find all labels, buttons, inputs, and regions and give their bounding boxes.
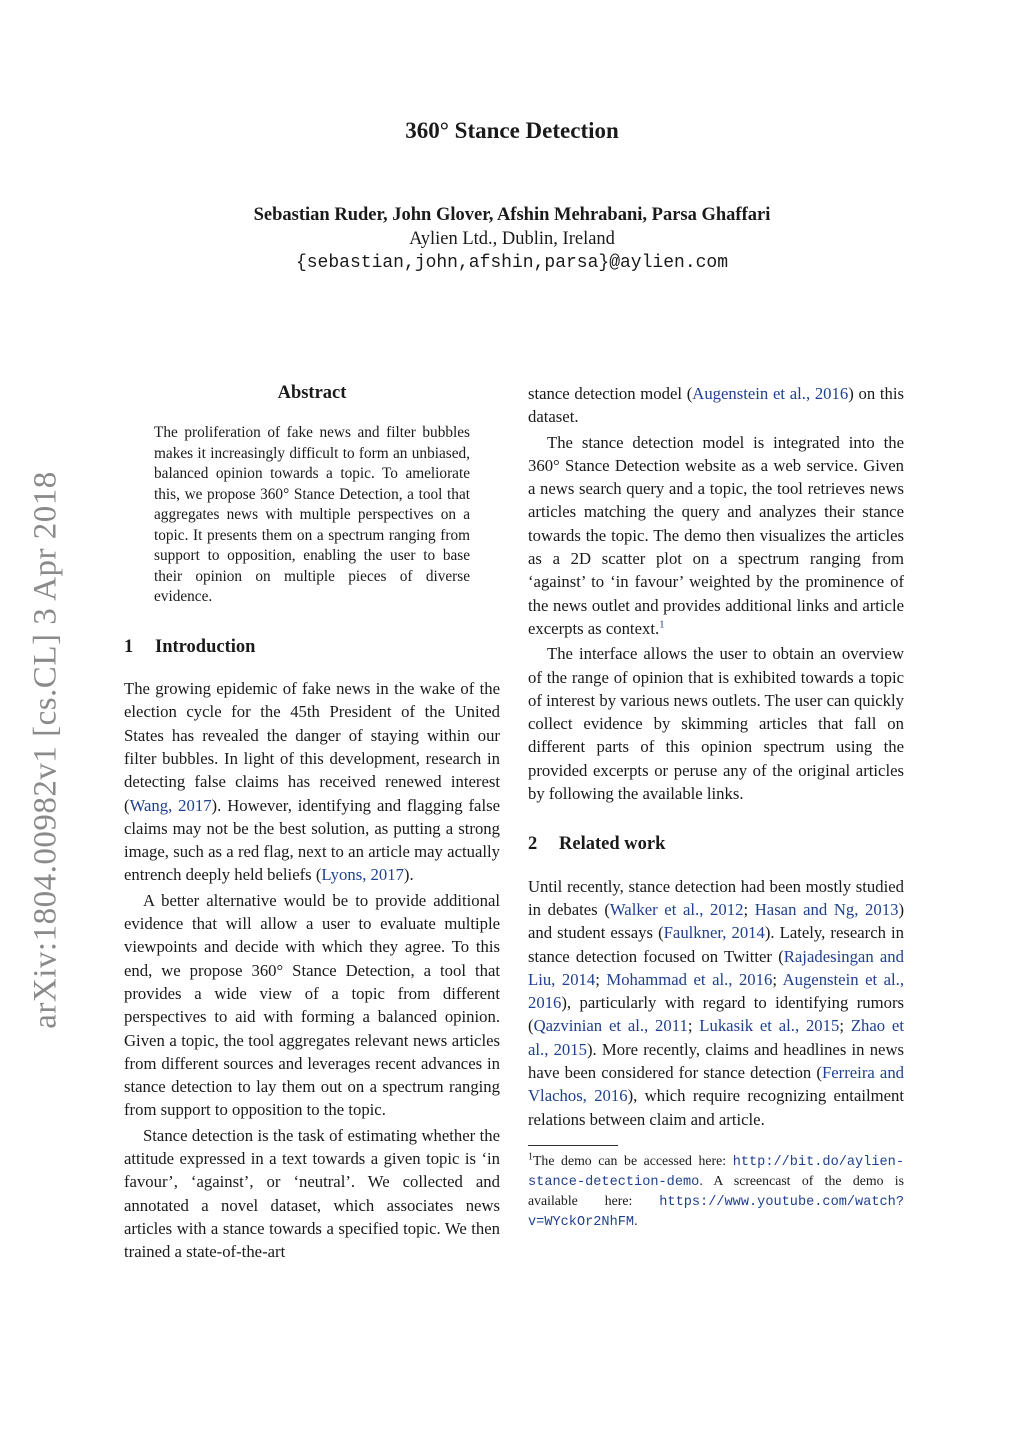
text-run: The growing epidemic of fake news in the wake of the election cycle for the 45th President of the United States has revealed the danger of staying within our filter bubbles. In light of this development, research in detecting false claims has received renewed interest ( [124,679,500,815]
footnote-marker[interactable]: 1 [659,618,665,631]
footnote-number: 1 [528,1151,533,1163]
citation-link[interactable]: Hasan and Ng, 2013 [754,899,899,919]
section-number: 1 [124,636,134,657]
section-title: Introduction [155,636,256,657]
citation-link[interactable]: Rajadesingan and Liu, 2014 [528,946,904,989]
text-run: ), particularly with regard to identifying rumors ( [528,993,904,1036]
arxiv-identifier: arXiv:1804.00982v1 [cs.CL] 3 Apr 2018 [27,471,64,1029]
intro-paragraph-2: A better alternative would be to provide additional evidence that will allow a user to evaluate multiple viewpoints and decide with which they agree. To this end, we propose 360° Stance Detection, a tool that provides a wide view of a topic from different perspectives to aid with forming a balanced opinion. Given a topic, the tool aggregates relevant news articles from different sources and leverages recent advances in stance detection to lay them out on a spectrum ranging from support to opposition to the topic. [124,890,500,1120]
citation-link[interactable]: Lyons, 2017 [321,865,404,885]
text-run: ; [687,1016,700,1036]
intro-paragraph-1 [124,677,500,887]
arxiv-sidebar [16,460,76,1040]
intro-paragraph-4 [528,431,904,641]
text-run: ; [595,969,607,989]
screencast-url-link[interactable]: https://www.youtube.com/watch?v=WYckOr2NhFM [528,1194,904,1230]
text-run: ). Lately, research in stance detection focused on Twitter ( [528,923,905,966]
text-run: . A screencast of the demo is available here: [528,1172,904,1208]
intro-paragraph-5: The interface allows the user to obtain an overview of the range of opinion that is exhibited towards a topic of interest by various news outlets. The user can quickly collect evidence by skimming articles that fall on different parts of this opinion spectrum using the provided excerpts or peruse any of the original articles by following the available links. [528,644,904,804]
abstract-body: The proliferation of fake news and filter bubbles makes it increasingly difficult to form an unbiased, balanced opinion towards a topic. To ameliorate this, we propose 360° Stance Detection, a tool that aggregates news with multiple perspectives on a topic. It presents them on a spectrum ranging from support to opposition, enabling the user to base their opinion on multiple pieces of diverse evidence. [154,424,470,606]
footnote-1 [528,1152,904,1232]
text-run: ), which require recognizing entailment relations between claim and article. [528,1086,904,1129]
text-run: . [634,1212,638,1228]
section-heading-related-work [528,833,904,856]
section-heading-introduction [124,636,500,659]
paper-title: 360° Stance Detection [405,118,619,143]
citation-link[interactable]: Qazvinian et al., 2011 [533,1016,688,1036]
right-column [528,382,904,1232]
affiliation: Aylien Ltd., Dublin, Ireland [409,229,615,249]
text-run: ). However, identifying and flagging false claims may not be the best solution, as putting a strong image, such as a red flag, next to an article may actually entrench deeply held beliefs ( [124,795,500,885]
demo-url-link[interactable]: http://bit.do/aylien-stance-detection-demo [528,1154,904,1190]
section-title: Related work [559,834,666,855]
citation-link[interactable]: Augenstein et al., 2016 [528,969,905,1013]
text-run: ). More recently, claims and headlines in news have been considered for stance detection ( [528,1039,904,1083]
section-number: 2 [528,834,538,855]
citation-link[interactable]: Lukasik et al., 2015 [699,1016,840,1036]
abstract-heading: Abstract [277,383,347,403]
citation-link[interactable]: Faulkner, 2014 [663,923,765,943]
footnote-divider [528,1145,618,1146]
citation-link[interactable]: Ferreira and Vlachos, 2016 [528,1063,905,1106]
intro-paragraph-3: Stance detection is the task of estimating whether the attitude expressed in a text towards a given topic is ‘in favour’, ‘against’, or ‘neutral’. We collected and annotated a novel dataset, which associates news articles with a stance towards a specified topic. We then trained a state-of-the-art [124,1125,500,1262]
related-work-paragraph [528,875,904,1131]
citation-link[interactable]: Walker et al., 2012 [609,899,744,919]
left-column [124,382,500,1264]
citation-link[interactable]: Augenstein et al., 2016 [692,384,849,403]
intro-paragraph-3-continued [528,382,904,429]
text-run: The demo can be accessed here: [533,1152,733,1168]
text-run: Until recently, stance detection had been mostly studied in debates ( [528,876,904,919]
text-run: stance detection model ( [528,384,693,403]
text-run: ; [839,1016,851,1036]
text-run: ) and student essays ( [528,899,904,943]
text-run: ) on this dataset. [528,384,904,427]
author-emails: {sebastian,john,afshin,parsa}@aylien.com [295,253,729,273]
citation-link[interactable]: Zhao et al., 2015 [528,1016,904,1059]
text-run: The stance detection model is integrated into the 360° Stance Detection website as a web service. Given a news search query and a topic, the tool retrieves news articles matching the query and analyzes their stance towards the topic. The demo then visualizes the articles as a 2D scatter plot on a spectrum ranging from ‘against’ to ‘in favour’ weighted by the prominence of the news outlet and provides additional links and article excerpts as context. [528,432,904,638]
citation-link[interactable]: Wang, 2017 [129,795,212,815]
text-run: ; [772,969,783,989]
text-run: ). [403,865,414,885]
citation-link[interactable]: Mohammad et al., 2016 [606,969,773,989]
author-list: Sebastian Ruder, John Glover, Afshin Mehrabani, Parsa Ghaffari [253,205,771,225]
text-run: ; [743,899,755,919]
